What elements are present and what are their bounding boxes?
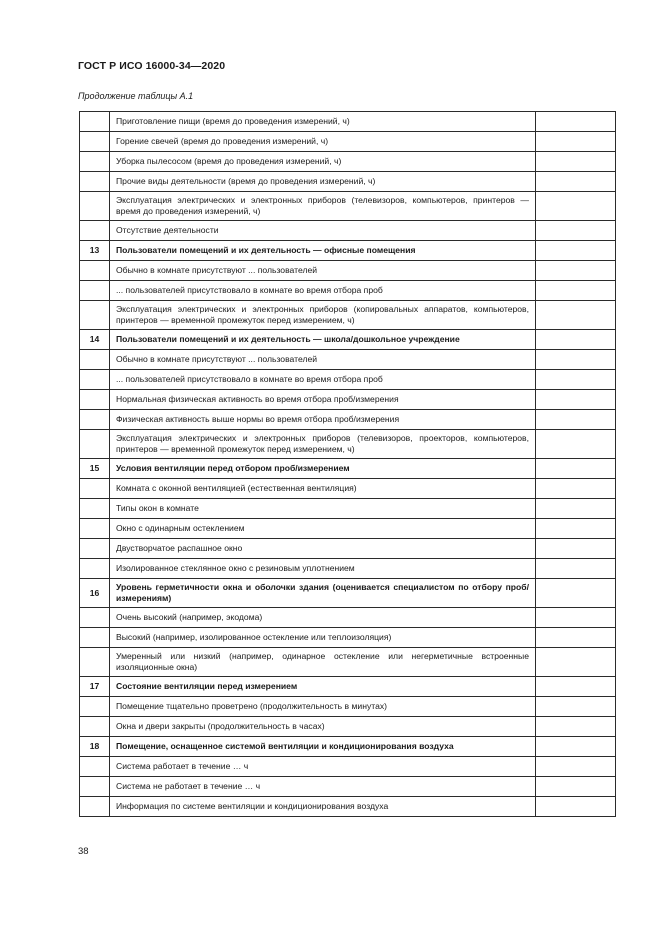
section-title: Состояние вентиляции перед измерением [110,677,536,697]
table-row [80,112,616,132]
row-number [80,628,110,648]
row-text: Нормальная физическая активность во время отбора проб/измерения [110,390,536,410]
table-row [80,797,616,817]
table-row [80,301,616,330]
row-value-cell[interactable] [536,132,616,152]
row-number [80,192,110,221]
table-row [80,430,616,459]
row-text: Горение свечей (время до проведения измерений, ч) [110,132,536,152]
table-row [80,539,616,559]
row-value-cell[interactable] [536,459,616,479]
table-caption: Продолжение таблицы А.1 [78,91,194,101]
row-text: Помещение тщательно проветрено (продолжительность в минутах) [110,697,536,717]
table-row [80,172,616,192]
table-row [80,261,616,281]
row-text: Приготовление пищи (время до проведения измерений, ч) [110,112,536,132]
row-number [80,519,110,539]
row-value-cell[interactable] [536,519,616,539]
section-row [80,459,616,479]
row-text: Отсутствие деятельности [110,221,536,241]
row-text: Эксплуатация электрических и электронных приборов (копировальных аппаратов, компьютеров, принтеров — временной промежуток перед измерением, ч) [110,301,536,330]
page-number: 38 [78,846,89,857]
section-title: Уровень герметичности окна и оболочки здания (оценивается специалистом по отбору проб/измерениям) [110,579,536,608]
row-value-cell[interactable] [536,192,616,221]
row-value-cell[interactable] [536,677,616,697]
row-number [80,797,110,817]
row-value-cell[interactable] [536,152,616,172]
row-text: Окна и двери закрыты (продолжительность в часах) [110,717,536,737]
row-value-cell[interactable] [536,479,616,499]
row-text: Система работает в течение … ч [110,757,536,777]
table-row [80,350,616,370]
row-text: ... пользователей присутствовало в комнате во время отбора проб [110,370,536,390]
row-value-cell[interactable] [536,281,616,301]
row-text: Прочие виды деятельности (время до проведения измерений, ч) [110,172,536,192]
table-row [80,221,616,241]
table-row [80,697,616,717]
row-value-cell[interactable] [536,112,616,132]
table-row [80,390,616,410]
row-text: Система не работает в течение … ч [110,777,536,797]
table-row [80,559,616,579]
row-number [80,261,110,281]
table-row [80,628,616,648]
row-number [80,132,110,152]
document-header: ГОСТ Р ИСО 16000-34—2020 [78,60,226,72]
table-body [80,112,616,817]
table-row [80,479,616,499]
row-value-cell[interactable] [536,410,616,430]
row-text: Очень высокий (например, экодома) [110,608,536,628]
row-text: Информация по системе вентиляции и кондиционирования воздуха [110,797,536,817]
row-value-cell[interactable] [536,539,616,559]
row-value-cell[interactable] [536,330,616,350]
table-row [80,370,616,390]
row-value-cell[interactable] [536,370,616,390]
row-text: ... пользователей присутствовало в комнате во время отбора проб [110,281,536,301]
row-value-cell[interactable] [536,390,616,410]
row-value-cell[interactable] [536,499,616,519]
row-text: Двустворчатое распашное окно [110,539,536,559]
row-number [80,152,110,172]
row-number [80,608,110,628]
row-value-cell[interactable] [536,430,616,459]
section-title: Пользователи помещений и их деятельность — школа/дошкольное учреждение [110,330,536,350]
section-number: 16 [80,579,110,608]
row-text: Обычно в комнате присутствуют ... пользователей [110,261,536,281]
row-number [80,281,110,301]
section-number: 17 [80,677,110,697]
section-row [80,241,616,261]
section-row [80,677,616,697]
section-row [80,579,616,608]
row-value-cell[interactable] [536,648,616,677]
row-value-cell[interactable] [536,797,616,817]
section-number: 18 [80,737,110,757]
table-row [80,152,616,172]
row-value-cell[interactable] [536,261,616,281]
row-value-cell[interactable] [536,559,616,579]
row-number [80,221,110,241]
row-value-cell[interactable] [536,717,616,737]
row-value-cell[interactable] [536,697,616,717]
row-text: Уборка пылесосом (время до проведения измерений, ч) [110,152,536,172]
section-row [80,737,616,757]
row-value-cell[interactable] [536,241,616,261]
table-row [80,132,616,152]
table-row [80,717,616,737]
row-number [80,539,110,559]
section-title: Помещение, оснащенное системой вентиляции и кондиционирования воздуха [110,737,536,757]
row-value-cell[interactable] [536,757,616,777]
row-number [80,172,110,192]
row-number [80,777,110,797]
row-value-cell[interactable] [536,301,616,330]
row-text: Типы окон в комнате [110,499,536,519]
row-text: Умеренный или низкий (например, одинарное остекление или негерметичные встроенные изоляционные окна) [110,648,536,677]
section-title: Условия вентиляции перед отбором проб/измерением [110,459,536,479]
row-number [80,757,110,777]
table-row [80,777,616,797]
row-text: Эксплуатация электрических и электронных приборов (телевизоров, проекторов, компьютеров, принтеров — временной промежуток перед измерением, ч) [110,430,536,459]
row-number [80,301,110,330]
row-number [80,112,110,132]
row-number [80,410,110,430]
table-row [80,757,616,777]
row-number [80,559,110,579]
table-row [80,192,616,221]
table-row [80,648,616,677]
row-number [80,370,110,390]
row-number [80,479,110,499]
table-row [80,608,616,628]
row-number [80,499,110,519]
section-row [80,330,616,350]
row-text: Высокий (например, изолированное остекление или теплоизоляция) [110,628,536,648]
row-number [80,430,110,459]
row-value-cell[interactable] [536,579,616,608]
row-number [80,350,110,370]
row-text: Физическая активность выше нормы во время отбора проб/измерения [110,410,536,430]
section-number: 13 [80,241,110,261]
row-number [80,717,110,737]
row-value-cell[interactable] [536,628,616,648]
row-value-cell[interactable] [536,737,616,757]
row-value-cell[interactable] [536,350,616,370]
row-number [80,648,110,677]
row-text: Комната с оконной вентиляцией (естественная вентиляция) [110,479,536,499]
checklist-table [79,111,616,817]
table-row [80,281,616,301]
row-value-cell[interactable] [536,777,616,797]
row-value-cell[interactable] [536,608,616,628]
section-number: 14 [80,330,110,350]
row-number [80,697,110,717]
row-number [80,390,110,410]
table-row [80,519,616,539]
row-text: Эксплуатация электрических и электронных приборов (телевизоров, компьютеров, принтеров — время до проведения измерений, ч) [110,192,536,221]
table-row [80,410,616,430]
section-title: Пользователи помещений и их деятельность — офисные помещения [110,241,536,261]
row-text: Окно с одинарным остеклением [110,519,536,539]
row-value-cell[interactable] [536,172,616,192]
row-text: Обычно в комнате присутствуют ... пользователей [110,350,536,370]
row-value-cell[interactable] [536,221,616,241]
table-row [80,499,616,519]
section-number: 15 [80,459,110,479]
row-text: Изолированное стеклянное окно с резиновым уплотнением [110,559,536,579]
